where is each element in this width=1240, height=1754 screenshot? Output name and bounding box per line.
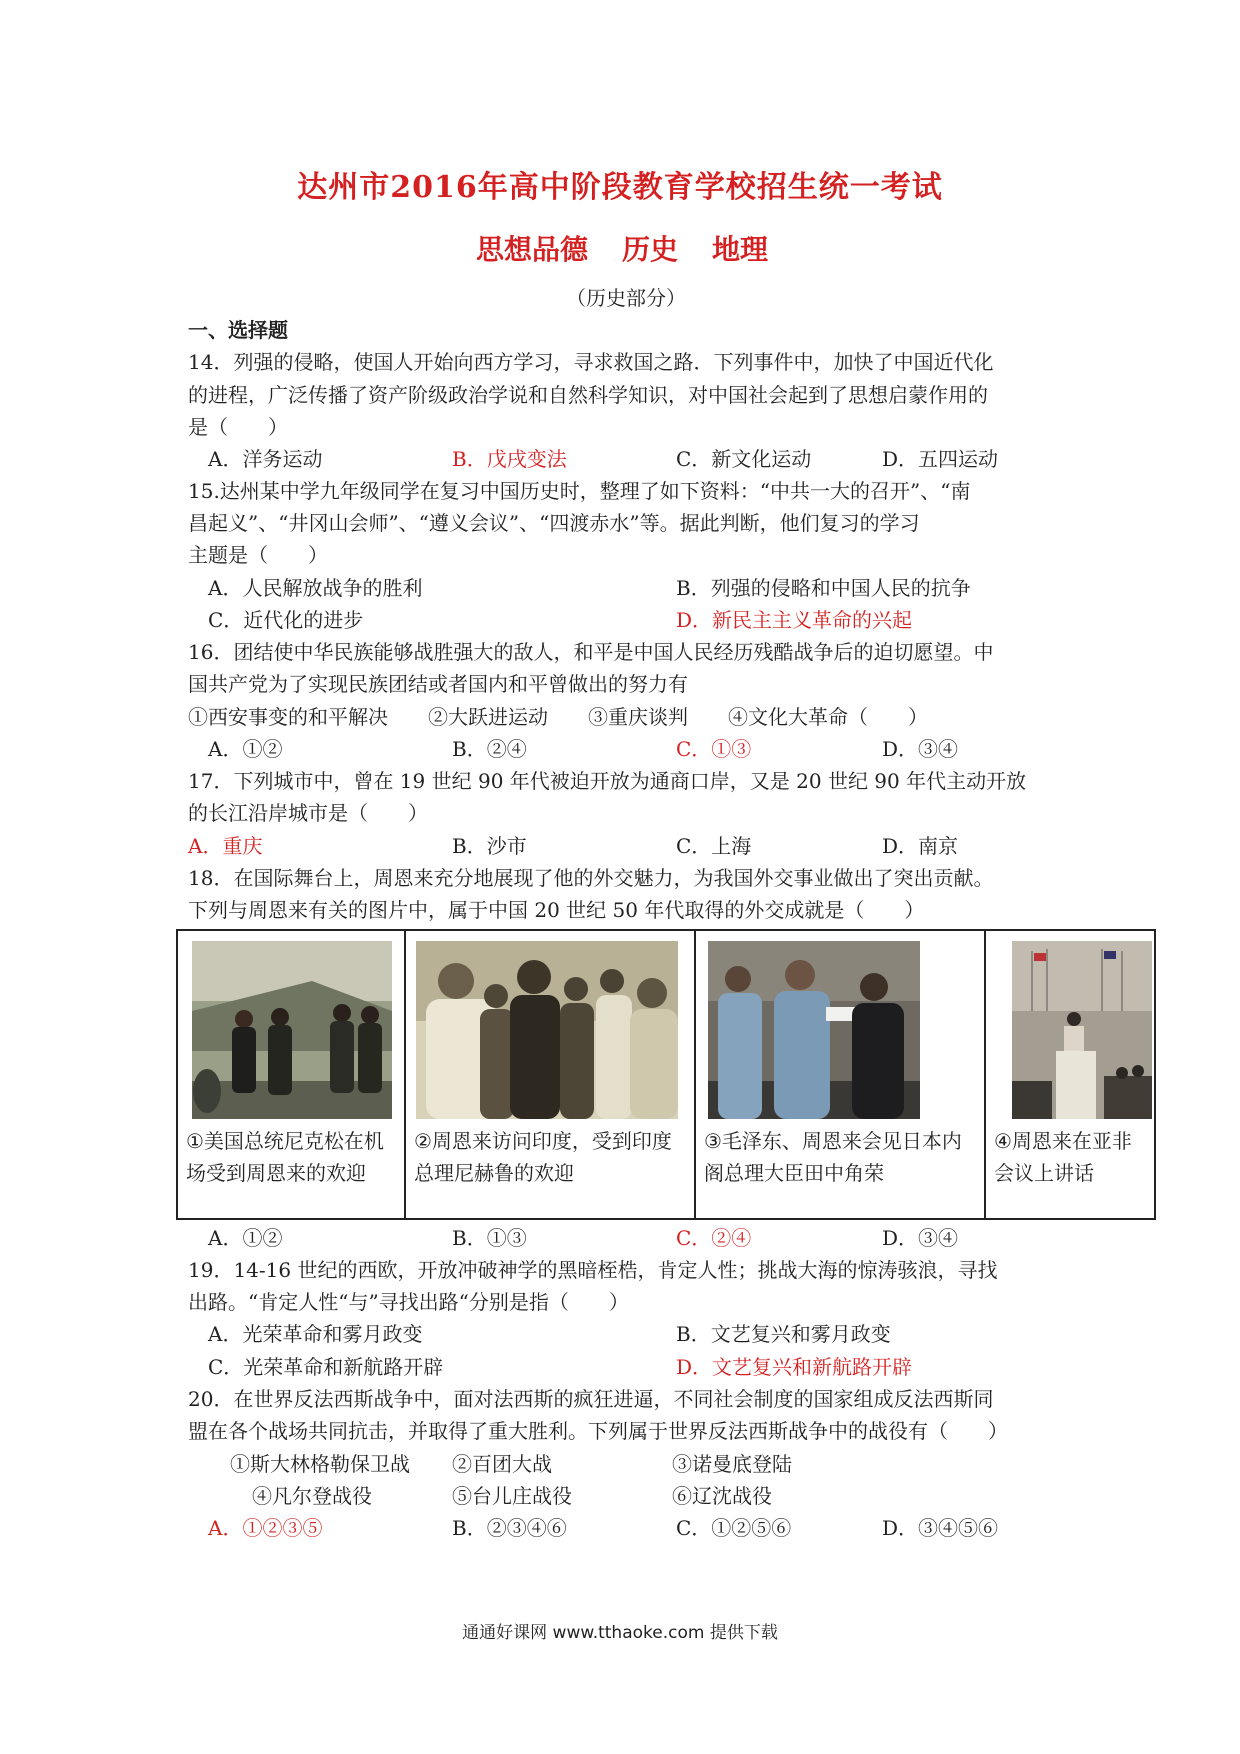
q20-item-1: ①斯大林格勒保卫战 [230, 1452, 410, 1476]
q18-line1: 18．在国际舞台上，周恩来充分地展现了他的外交魅力，为我国外交事业做出了突出贡献。 [188, 866, 994, 890]
q15-option-a: A．人民解放战争的胜利 [208, 576, 423, 600]
photo-cell-2 [406, 931, 696, 1218]
photo-bandung-speech [1012, 941, 1152, 1119]
q17-option-a: A．重庆 [188, 834, 263, 858]
q18-option-d: D．③④ [882, 1226, 959, 1250]
subject-3: 地理 [712, 233, 769, 266]
q14-line1: 14．列强的侵略，使国人开始向西方学习，寻求救国之路．下列事件中，加快了中国近代化 [188, 350, 994, 374]
q20-option-d: D．③④⑤⑥ [882, 1516, 999, 1540]
q17-option-b: B．沙市 [452, 834, 527, 858]
q17-line2: 的长江沿岸城市是（ ） [188, 801, 428, 825]
q16-option-c: C．①③ [676, 737, 752, 761]
q19-line2: 出路。“肯定人性“与”寻找出路“分别是指（ ） [188, 1290, 629, 1314]
subject-1: 思想品德 [476, 233, 589, 266]
q18-option-a: A．①② [208, 1226, 283, 1250]
q16-option-d: D．③④ [882, 737, 959, 761]
photo-caption-2: ②周恩来访问印度，受到印度总理尼赫鲁的欢迎 [414, 1129, 672, 1185]
q14-option-c: C．新文化运动 [676, 447, 812, 471]
q20-item-6: ⑥辽沈战役 [672, 1484, 772, 1508]
q16-line1: 16．团结使中华民族能够战胜强大的敌人，和平是中国人民经历残酷战争后的迫切愿望。中 [188, 640, 994, 664]
footer-credit: 通通好课网 www.tthaoke.com 提供下载 [462, 1623, 778, 1643]
q20-option-b: B．②③④⑥ [452, 1516, 567, 1540]
q17-line1: 17．下列城市中，曾在 19 世纪 90 年代被迫开放为通商口岸，又是 20 世纪 90 年代主动开放 [188, 769, 1027, 793]
q19-option-c: C．光荣革命和新航路开辟 [208, 1355, 444, 1379]
q20-item-2: ②百团大战 [452, 1452, 552, 1476]
q14-line3: 是（ ） [188, 415, 288, 439]
q16-option-a: A．①② [208, 737, 283, 761]
q14-option-b: B．戊戌变法 [452, 447, 567, 471]
q20-option-a: A．①②③⑤ [208, 1516, 323, 1540]
q16-line2: 国共产党为了实现民族团结或者国内和平曾做出的努力有 [188, 672, 688, 696]
q19-line1: 19．14-16 世纪的西欧，开放冲破神学的黑暗桎梏，肯定人性；挑战大海的惊涛骇浪，寻找 [188, 1258, 998, 1282]
q16-option-b: B．②④ [452, 737, 527, 761]
q15-line3: 主题是（ ） [188, 543, 328, 567]
q15-line1: 15.达州某中学九年级同学在复习中国历史时，整理了如下资料：“中共一大的召开”、“南 [188, 479, 971, 503]
q16-line3: ①西安事变的和平解决 ②大跃进运动 ③重庆谈判 ④文化大革命（ ） [188, 705, 928, 729]
q17-option-d: D．南京 [882, 834, 959, 858]
photo-india-visit [416, 941, 678, 1119]
subject-2: 历史 [622, 233, 679, 266]
q20-item-5: ⑤台儿庄战役 [452, 1484, 572, 1508]
photo-cell-3 [696, 931, 986, 1218]
exam-title: 达州市2016年高中阶段教育学校招生统一考试 [297, 170, 943, 205]
q19-option-b: B．文艺复兴和雾月政变 [676, 1322, 891, 1346]
photo-cell-4 [986, 931, 1156, 1218]
q20-option-c: C．①②⑤⑥ [676, 1516, 792, 1540]
q17-option-c: C．上海 [676, 834, 752, 858]
photo-table [176, 929, 1156, 1220]
q20-line2: 盟在各个战场共同抗击，并取得了重大胜利。下列属于世界反法西斯战争中的战役有（ ） [188, 1419, 1008, 1443]
q20-item-3: ③诺曼底登陆 [672, 1452, 792, 1476]
photo-caption-4: ④周恩来在亚非会议上讲话 [994, 1129, 1132, 1185]
photo-caption-1: ①美国总统尼克松在机场受到周恩来的欢迎 [186, 1129, 384, 1185]
photo-mao-tanaka [708, 941, 920, 1119]
q20-item-4: ④凡尔登战役 [252, 1484, 372, 1508]
q18-line2: 下列与周恩来有关的图片中，属于中国 20 世纪 50 年代取得的外交成就是（ ） [188, 898, 925, 922]
q14-option-a: A．洋务运动 [208, 447, 323, 471]
q20-line1: 20．在世界反法西斯战争中，面对法西斯的疯狂进逼，不同社会制度的国家组成反法西斯同 [188, 1387, 994, 1411]
photo-nixon-airport [192, 941, 392, 1119]
q15-option-d: D．新民主主义革命的兴起 [676, 608, 913, 632]
photo-cell-1 [178, 931, 406, 1218]
q15-option-b: B．列强的侵略和中国人民的抗争 [676, 576, 971, 600]
q18-option-c: C．②④ [676, 1226, 752, 1250]
q15-line2: 昌起义”、“井冈山会师”、“遵义会议”、“四渡赤水”等。据此判断，他们复习的学习 [188, 511, 920, 535]
q15-option-c: C．近代化的进步 [208, 608, 364, 632]
q14-option-d: D．五四运动 [882, 447, 999, 471]
q19-option-a: A．光荣革命和雾月政变 [208, 1322, 423, 1346]
q19-option-d: D．文艺复兴和新航路开辟 [676, 1355, 913, 1379]
q18-option-b: B．①③ [452, 1226, 527, 1250]
photo-caption-3: ③毛泽东、周恩来会见日本内阁总理大臣田中角荣 [704, 1129, 962, 1185]
q14-line2: 的进程，广泛传播了资产阶级政治学说和自然科学知识，对中国社会起到了思想启蒙作用的 [188, 383, 988, 407]
section-heading: 一、选择题 [188, 318, 288, 342]
part-label: （历史部分） [566, 286, 686, 310]
